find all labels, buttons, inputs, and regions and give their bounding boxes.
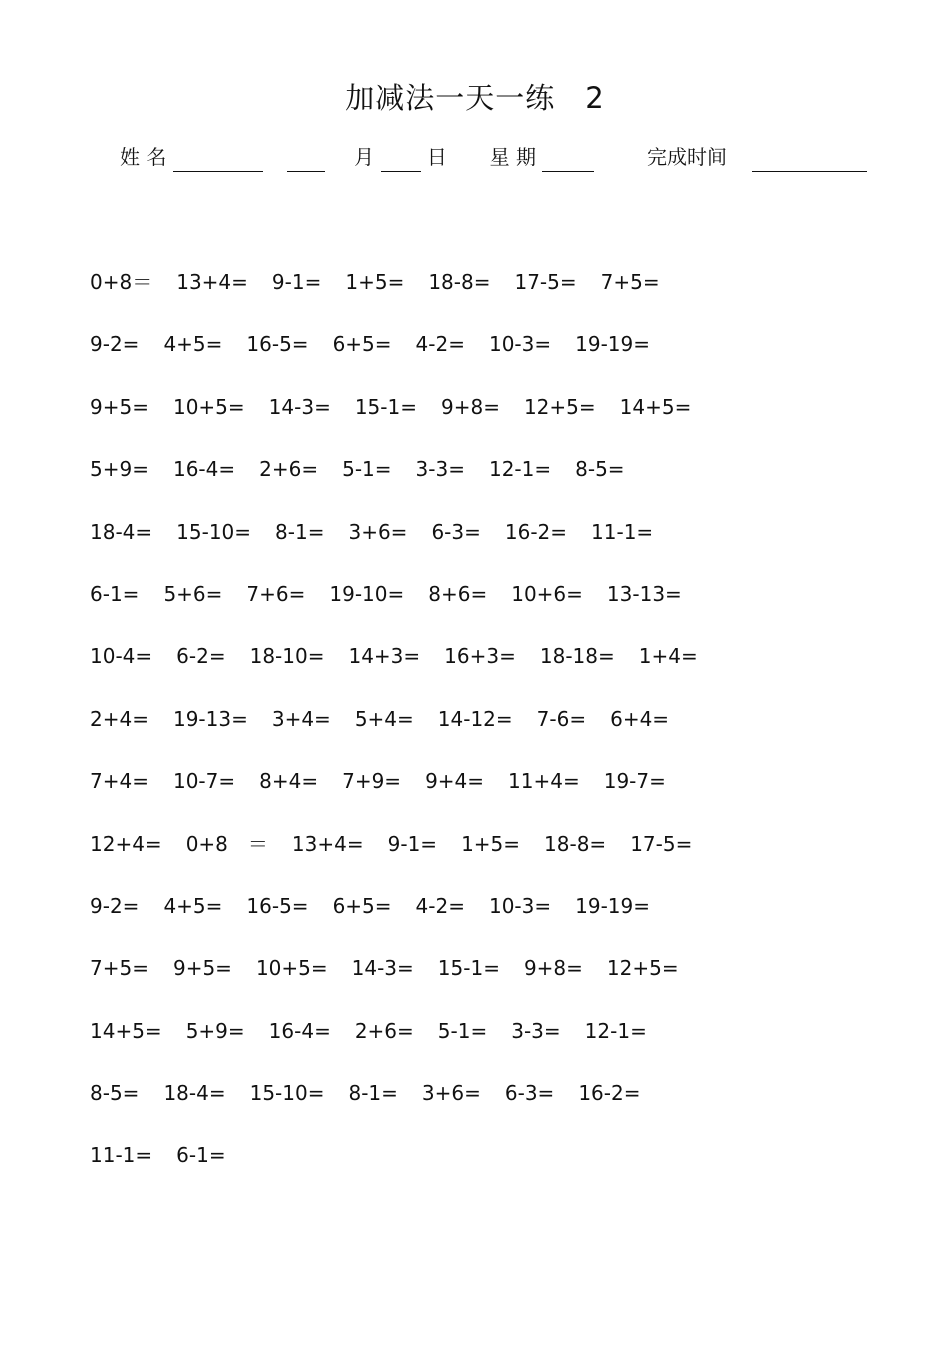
math-problem: 13-13= <box>606 581 682 606</box>
math-problem: 16-2= <box>504 519 568 544</box>
math-problem: 9-2= <box>90 332 140 357</box>
math-problem: 13+4= <box>176 270 248 294</box>
name-label: 姓 名 <box>120 145 167 169</box>
math-problem: 5+9= <box>185 1018 245 1043</box>
problem-row <box>90 328 722 390</box>
math-problem: 9+4= <box>425 769 485 794</box>
math-problem: 7-6= <box>536 706 587 731</box>
math-problem: 5+9= <box>90 457 149 482</box>
math-problem: 12-1= <box>488 457 552 482</box>
math-problem: 10-3= <box>488 332 552 357</box>
day-label: 日 <box>426 145 447 169</box>
math-problem: 13+4= <box>291 831 364 856</box>
math-problem: 18-8= <box>428 270 491 294</box>
math-problem: 6-3= <box>431 519 481 544</box>
math-problem: 19-19= <box>575 332 650 357</box>
math-problem: 10-4= <box>90 644 153 669</box>
problem-row <box>90 1015 722 1077</box>
math-problem: 15-1= <box>354 394 417 419</box>
problem-row <box>90 391 722 453</box>
math-problem: 7+4= <box>90 769 149 794</box>
math-problem: 3+6= <box>348 519 408 544</box>
math-problem: 6+4= <box>610 706 670 731</box>
worksheet-title: 加减法一天一练 2 <box>345 81 605 115</box>
math-problem: 16-4= <box>172 457 236 482</box>
math-problem: 12+4= <box>90 831 162 856</box>
math-problem: 2+6= <box>354 1018 414 1043</box>
math-problem: 5-1= <box>342 457 392 482</box>
math-problem: 3-3= <box>511 1018 561 1043</box>
math-problem: 18-18= <box>539 644 615 669</box>
month-label: 月 <box>354 145 375 169</box>
math-problem: 3-3= <box>415 457 465 482</box>
math-problem: 16-2= <box>578 1081 641 1106</box>
math-problem: 1+5= <box>461 831 521 856</box>
math-problem: 3+4= <box>271 706 331 731</box>
math-problem: 10+6= <box>511 581 583 606</box>
problem-row <box>90 578 722 640</box>
math-problem: 4+5= <box>163 893 223 918</box>
math-problem: 15-1= <box>437 956 500 981</box>
math-problem: 9+8= <box>523 956 583 981</box>
math-problem: 2+6= <box>259 457 319 482</box>
math-problem: 6-1= <box>176 1143 226 1168</box>
math-problem: 10-3= <box>488 893 552 918</box>
math-problem: 14+5= <box>90 1018 162 1043</box>
math-problem: 8+4= <box>259 769 319 794</box>
month-blank[interactable] <box>287 149 325 172</box>
math-problem: 18-10= <box>249 644 325 669</box>
math-problem: 15-10= <box>249 1081 325 1106</box>
finish-time-label: 完成时间 <box>647 145 728 169</box>
math-problem: 12+5= <box>606 956 679 981</box>
math-problem: 11-1= <box>90 1143 153 1168</box>
math-problem: 16+3= <box>444 644 516 669</box>
math-problem: 19-13= <box>172 706 248 731</box>
math-problem: 17-5= <box>514 270 577 294</box>
day-blank[interactable] <box>381 149 421 172</box>
problem-row <box>90 952 722 1014</box>
math-problem: 8+6= <box>428 581 488 606</box>
math-problem: 4-2= <box>415 332 465 357</box>
math-problem: 11+4= <box>508 769 580 794</box>
math-problem: 9+8= <box>440 394 500 419</box>
math-problem: 9-1= <box>271 270 322 294</box>
math-problem: 8-5= <box>90 1081 140 1106</box>
weekday-label: 星 期 <box>489 145 536 169</box>
math-problem: 5+6= <box>163 581 223 606</box>
math-problem: 19-19= <box>575 893 650 918</box>
math-problem: 1+4= <box>638 644 698 669</box>
math-problem: 10-7= <box>172 769 236 794</box>
math-problem: 6-2= <box>176 644 226 669</box>
math-problem: 15-10= <box>176 519 252 544</box>
math-problem: 18-8= <box>544 831 607 856</box>
student-info-row <box>120 142 867 172</box>
problem-row <box>90 1077 722 1139</box>
math-problem: 8-5= <box>575 457 625 482</box>
problem-row <box>90 516 722 578</box>
math-problem: 10+5= <box>172 394 245 419</box>
math-problem: 8-1= <box>348 1081 398 1106</box>
problem-row <box>90 703 722 765</box>
math-problem: 1+5= <box>345 270 405 294</box>
math-problem: 0+8＝ <box>90 270 153 294</box>
weekday-blank[interactable] <box>542 149 594 172</box>
math-problem: 9-2= <box>90 893 140 918</box>
math-problem: 7+9= <box>342 769 402 794</box>
math-problem: 6+5= <box>332 332 392 357</box>
problem-row <box>90 453 722 515</box>
math-problem: 16-5= <box>246 332 309 357</box>
math-problem: 2+4= <box>90 706 149 731</box>
math-problem: 6+5= <box>332 893 392 918</box>
math-problem: 7+5= <box>90 956 149 981</box>
math-problem: 12-1= <box>584 1018 647 1043</box>
math-problem: 18-4= <box>163 1081 226 1106</box>
math-problem: 14-3= <box>268 394 331 419</box>
problem-row <box>90 828 722 890</box>
math-problem: 14-12= <box>437 706 513 731</box>
math-problem: 0+8 ＝ <box>185 831 268 856</box>
problem-row <box>90 765 722 827</box>
math-problem: 10+5= <box>255 956 328 981</box>
math-problem: 5-1= <box>437 1018 488 1043</box>
math-problem: 7+5= <box>600 270 660 294</box>
math-problem: 3+6= <box>421 1081 481 1106</box>
math-problem: 14+3= <box>348 644 421 669</box>
math-problem: 18-4= <box>90 519 153 544</box>
name-blank[interactable] <box>173 149 263 172</box>
math-problem: 7+6= <box>246 581 306 606</box>
math-problem: 6-1= <box>90 581 140 606</box>
math-problem: 16-4= <box>268 1018 331 1043</box>
math-problem: 9-1= <box>387 831 438 856</box>
math-problem: 19-7= <box>603 769 666 794</box>
math-problem: 4+5= <box>163 332 223 357</box>
math-problem: 11-1= <box>591 519 654 544</box>
math-problem: 19-10= <box>329 581 405 606</box>
math-problem: 9+5= <box>90 394 149 419</box>
finish-time-blank[interactable] <box>752 149 867 172</box>
math-problem: 9+5= <box>172 956 232 981</box>
problem-row <box>90 266 722 328</box>
math-problem: 16-5= <box>246 893 309 918</box>
math-problem: 5+4= <box>354 706 414 731</box>
problem-row <box>90 1139 722 1201</box>
math-problem: 12+5= <box>523 394 596 419</box>
math-problem: 8-1= <box>275 519 325 544</box>
math-problem: 14-3= <box>351 956 414 981</box>
math-problem: 6-3= <box>504 1081 555 1106</box>
problem-grid <box>90 266 722 1202</box>
problem-row <box>90 890 722 952</box>
math-problem: 4-2= <box>415 893 465 918</box>
math-problem: 17-5= <box>630 831 693 856</box>
math-problem: 14+5= <box>619 394 692 419</box>
problem-row <box>90 640 722 702</box>
